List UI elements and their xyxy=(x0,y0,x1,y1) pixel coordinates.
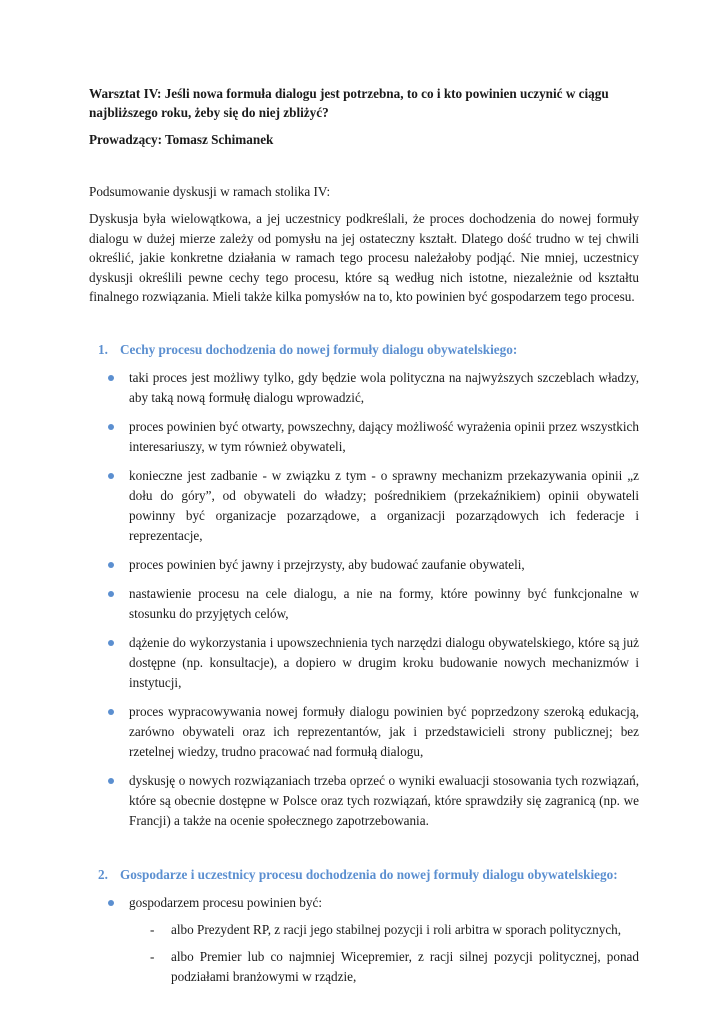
bullet-icon xyxy=(108,709,114,715)
list-item: gospodarzem procesu powinien być: xyxy=(89,893,639,913)
list-item: proces powinien być jawny i przejrzysty, aby budować zaufanie obywateli, xyxy=(89,555,639,575)
bullet-icon xyxy=(108,473,114,479)
section-2-sublist xyxy=(89,920,639,987)
document-page xyxy=(89,84,639,987)
moderator-line: Prowadzący: Tomasz Schimanek xyxy=(89,132,274,147)
list-item: taki proces jest możliwy tylko, gdy będzie wola polityczna na najwyższych szczeblach władzy, aby taką nową formułę dialogu wprowadzić, xyxy=(89,368,639,408)
bullet-icon xyxy=(108,562,114,568)
bullet-icon xyxy=(108,900,114,906)
section-1-heading xyxy=(89,340,639,359)
summary-heading: Podsumowanie dyskusji w ramach stolika IV: xyxy=(89,184,331,199)
intro-paragraph: Dyskusja była wielowątkowa, a jej uczestnicy podkreślali, że proces dochodzenia do nowej formuły dialogu w dużej mierze zależy od pomysłu na jej ostateczny kształt. Dlatego dość trudno w tej chwili określić, jakie konkretne działania w ramach tego procesu należałoby podjąć. Nie mniej, uczestnicy dyskusji określili pewne cechy tego procesu, które są według nich istotne, niezależnie od kształtu finalnego rozwiązania. Mieli także kilka pomysłów na to, kto powinien być gospodarzem tego procesu. xyxy=(89,211,639,305)
section-2-list xyxy=(89,893,639,913)
sub-list-item: - albo Prezydent RP, z racji jego stabilnej pozycji i roli arbitra w sporach politycznych, xyxy=(89,920,639,940)
workshop-title: Warsztat IV: Jeśli nowa formuła dialogu jest potrzebna, to co i kto powinien uczynić w ciągu najbliższego roku, żeby się do niej zbliżyć? xyxy=(89,86,609,120)
section-2-number: 2. xyxy=(98,866,108,882)
sub-list-item: - albo Premier lub co najmniej Wicepremier, z racji silnej pozycji politycznej, ponad podziałami branżowymi w rządzie, xyxy=(150,948,639,984)
section-2-title: Gospodarze i uczestnicy procesu dochodzenia do nowej formuły dialogu obywatelskiego: xyxy=(120,866,618,882)
section-1-title: Cechy procesu dochodzenia do nowej formuły dialogu obywatelskiego: xyxy=(120,341,518,357)
dash-marker: - xyxy=(150,921,155,937)
section-1-number: 1. xyxy=(98,341,108,357)
list-item: nastawienie procesu na cele dialogu, a nie na formy, które powinny być funkcjonalne w stosunku do przyjętych celów, xyxy=(89,584,639,624)
list-item: dyskusję o nowych rozwiązaniach trzeba oprzeć o wyniki ewaluacji stosowania tych rozwiązań, które są obecnie dostępne w Polsce oraz tych rozwiązań, które sprawdziły się zagranicą (np. we Francji) a także na ocenie społecznego zapotrzebowania. xyxy=(89,771,639,831)
list-item: proces powinien być otwarty, powszechny, dający możliwość wyrażenia opinii przez wszystkich interesariuszy, w tym również obywateli, xyxy=(89,417,639,457)
bullet-icon xyxy=(108,640,114,646)
bullet-icon xyxy=(108,424,114,430)
bullet-icon xyxy=(108,778,114,784)
list-item: proces wypracowywania nowej formuły dialogu powinien być poprzedzony szeroką edukacją, zarówno obywateli oraz ich reprezentantów, jak i przedstawicieli strony publicznej; bez rzetelnej wiedzy, trudno pracować nad formułą dialogu, xyxy=(89,702,639,762)
dash-marker: - xyxy=(150,948,155,964)
list-item: konieczne jest zadbanie - w związku z tym - o sprawny mechanizm przekazywania opinii „z dołu do góry”, od obywateli do władzy; pośrednikiem (przekaźnikiem) opinii obywateli powinny być organizacje pozarządowe, a organizacji pozarządowych ich federacje i reprezentacje, xyxy=(89,466,639,546)
bullet-icon xyxy=(108,375,114,381)
section-1-list xyxy=(89,368,639,831)
bullet-icon xyxy=(108,591,114,597)
section-2-heading xyxy=(89,865,639,884)
list-item: dążenie do wykorzystania i upowszechnienia tych narzędzi dialogu obywatelskiego, które są już dostępne (np. konsultacje), a dopiero w drugim kroku budowanie nowych mechanizmów i instytucji, xyxy=(89,633,639,693)
